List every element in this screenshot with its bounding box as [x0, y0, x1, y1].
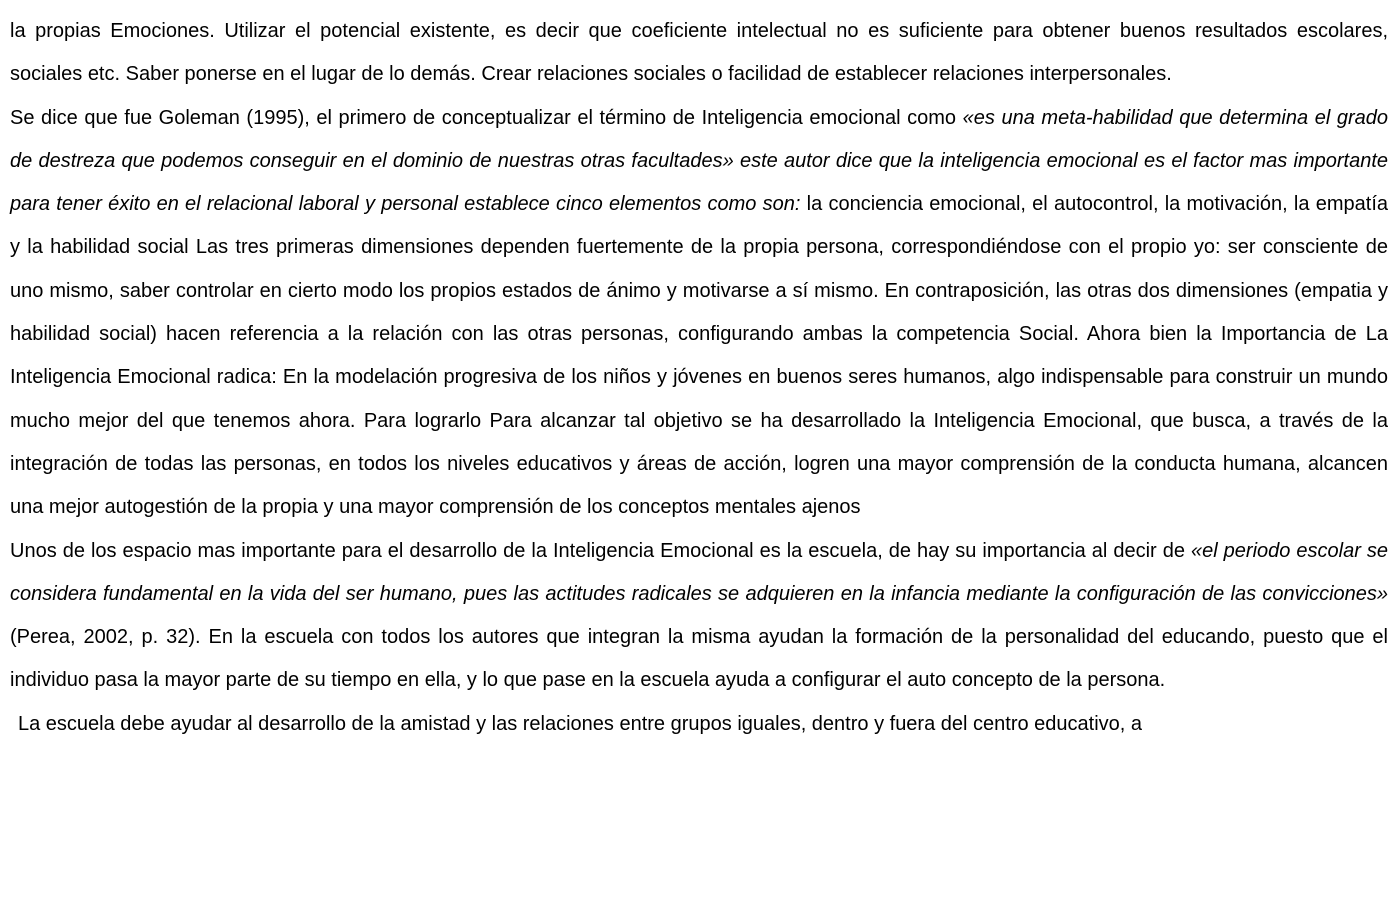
document-page	[10, 10, 1388, 746]
paragraph-text: Se dice que fue Goleman (1995), el primero de conceptualizar el término de Inteligencia emocional como	[10, 106, 963, 129]
paragraph-text: la propias Emociones. Utilizar el potencial existente, es decir que coeficiente intelectual no es suficiente para obtener buenos resultados escolares, sociales etc. Saber ponerse en el lugar de lo demás. Crear relaciones sociales o facilidad de establecer relaciones interpersonales.	[10, 20, 1388, 86]
paragraph-escuela	[10, 530, 1388, 703]
paragraph-emociones	[10, 10, 1388, 97]
paragraph-amistad	[10, 703, 1388, 746]
paragraph-text: La escuela debe ayudar al desarrollo de la amistad y las relaciones entre grupos iguales, dentro y fuera del centro educativo, a	[18, 712, 1143, 735]
goleman-quote: «es una meta-habilidad que determina el grado de destreza que podemos conseguir en el dominio de nuestras otras facultades» este autor dice que la inteligencia emocional es el factor mas importante para tener éxito en el relacional laboral y personal establece cinco elementos como son:	[10, 106, 1388, 216]
paragraph-goleman	[10, 97, 1388, 530]
paragraph-text: (Perea, 2002, p. 32). En la escuela con todos los autores que integran la misma ayudan la formación de la personalidad del educando, puesto que el individuo pasa la mayor parte de su tiempo en ella, y lo que pase en la escuela ayuda a configurar el auto concepto de la persona.	[10, 626, 1388, 692]
perea-quote: «el periodo escolar se considera fundamental en la vida del ser humano, pues las actitudes radicales se adquieren en la infancia mediante la configuración de las convicciones»	[10, 539, 1388, 605]
paragraph-text: Unos de los espacio mas importante para el desarrollo de la Inteligencia Emocional es la escuela, de hay su importancia al decir de	[10, 539, 1191, 562]
paragraph-text: la conciencia emocional, el autocontrol, la motivación, la empatía y la habilidad social Las tres primeras dimensiones dependen fuertemente de la propia persona, correspondiéndose con el propio yo: ser consciente de uno mismo, saber controlar en cierto modo los propios estados de ánimo y motivarse a sí mismo. En contraposición, las otras dos dimensiones (empatia y habilidad social) hacen referencia a la relación con las otras personas, configurando ambas la competencia Social. Ahora bien la Importancia de La Inteligencia Emocional radica: En la modelación progresiva de los niños y jóvenes en buenos seres humanos, algo indispensable para construir un mundo mucho mejor del que tenemos ahora. Para lograrlo Para alcanzar tal objetivo se ha desarrollado la Inteligencia Emocional, que busca, a través de la integración de todas las personas, en todos los niveles educativos y áreas de acción, logren una mayor comprensión de la conducta humana, alcancen una mejor autogestión de la propia y una mayor comprensión de los conceptos mentales ajenos	[10, 193, 1388, 519]
